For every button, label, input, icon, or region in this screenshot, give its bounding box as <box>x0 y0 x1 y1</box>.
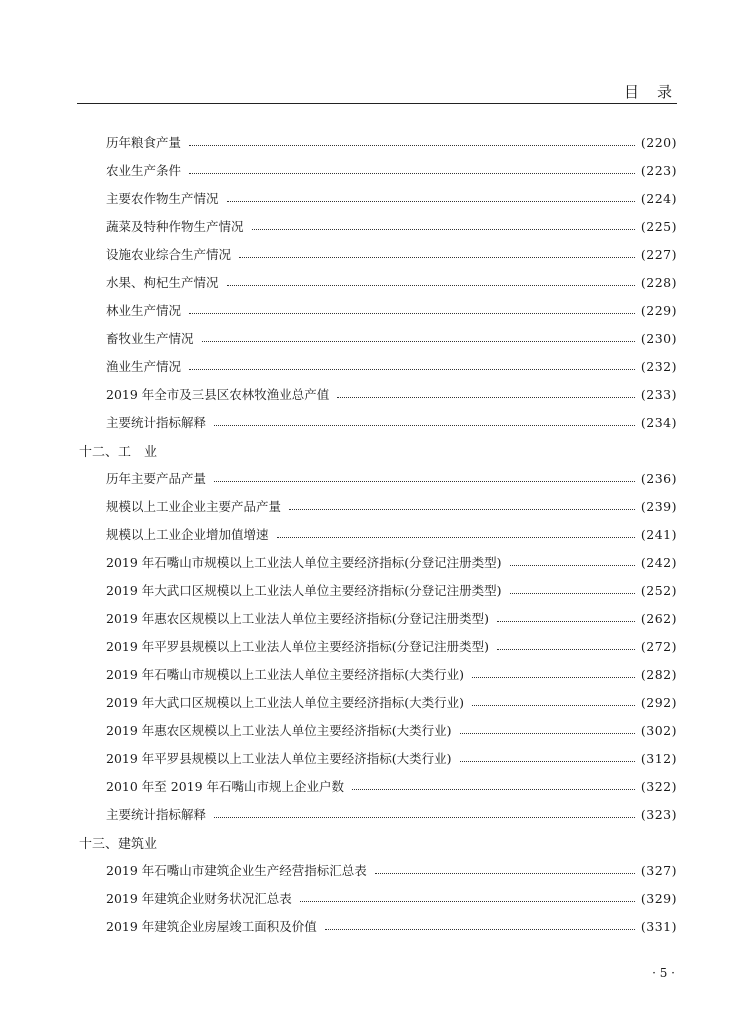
toc-section-heading <box>77 436 677 464</box>
toc-entry-page: (312) <box>640 750 677 766</box>
toc-entry-page: (262) <box>640 610 677 626</box>
toc-entry-title: 水果、枸杞生产情况 <box>106 275 219 290</box>
toc-entry[interactable] <box>77 576 677 604</box>
toc-entry-page: (331) <box>640 918 677 934</box>
dot-leader <box>510 565 635 566</box>
toc-entry-title: 2019 年大武口区规模以上工业法人单位主要经济指标(分登记注册类型) <box>106 583 502 598</box>
toc-entry-title: 主要农作物生产情况 <box>106 191 219 206</box>
footer-page-number: · 5 · <box>652 966 675 980</box>
dot-leader <box>214 481 635 482</box>
dot-leader <box>252 229 635 230</box>
toc-entry[interactable] <box>77 212 677 240</box>
page-header-title <box>624 81 672 102</box>
toc-entry-page: (230) <box>640 330 677 346</box>
table-of-contents <box>77 128 677 940</box>
toc-entry[interactable] <box>77 632 677 660</box>
toc-entry-title: 2019 年石嘴山市规模以上工业法人单位主要经济指标(大类行业) <box>106 667 465 682</box>
toc-entry-title: 历年主要产品产量 <box>106 471 207 486</box>
toc-entry-page: (241) <box>640 526 677 542</box>
toc-entry-page: (232) <box>640 358 677 374</box>
dot-leader <box>189 313 635 314</box>
dot-leader <box>202 341 635 342</box>
toc-entry-title: 2019 年惠农区规模以上工业法人单位主要经济指标(大类行业) <box>106 723 452 738</box>
toc-entry-page: (282) <box>640 666 677 682</box>
dot-leader <box>214 425 635 426</box>
toc-entry-title: 主要统计指标解释 <box>106 415 207 430</box>
toc-entry[interactable] <box>77 604 677 632</box>
dot-leader <box>214 817 635 818</box>
toc-entry[interactable] <box>77 156 677 184</box>
dot-leader <box>189 369 635 370</box>
dot-leader <box>227 201 635 202</box>
toc-entry-page: (229) <box>640 302 677 318</box>
dot-leader <box>472 705 635 706</box>
toc-entry-page: (272) <box>640 638 677 654</box>
toc-entry-page: (242) <box>640 554 677 570</box>
toc-entry-title: 设施农业综合生产情况 <box>106 247 232 262</box>
toc-entry-page: (239) <box>640 498 677 514</box>
toc-entry-page: (322) <box>640 778 677 794</box>
toc-entry[interactable] <box>77 772 677 800</box>
dot-leader <box>497 621 635 622</box>
toc-entry-page: (233) <box>640 386 677 402</box>
toc-entry-title: 蔬菜及特种作物生产情况 <box>106 219 244 234</box>
toc-entry-page: (224) <box>640 190 677 206</box>
dot-leader <box>239 257 635 258</box>
toc-section-title: 十三、建筑业 <box>79 836 158 852</box>
dot-leader <box>460 761 635 762</box>
toc-entry[interactable] <box>77 464 677 492</box>
toc-entry[interactable] <box>77 296 677 324</box>
toc-entry[interactable] <box>77 716 677 744</box>
toc-entry-title: 2019 年全市及三县区农林牧渔业总产值 <box>106 387 330 402</box>
toc-entry-page: (227) <box>640 246 677 262</box>
toc-entry[interactable] <box>77 520 677 548</box>
toc-entry[interactable] <box>77 408 677 436</box>
toc-entry[interactable] <box>77 352 677 380</box>
toc-entry-title: 主要统计指标解释 <box>106 807 207 822</box>
dot-leader <box>375 873 635 874</box>
dot-leader <box>510 593 635 594</box>
toc-entry[interactable] <box>77 800 677 828</box>
dot-leader <box>277 537 635 538</box>
dot-leader <box>325 929 635 930</box>
toc-entry[interactable] <box>77 324 677 352</box>
toc-entry-title: 规模以上工业企业增加值增速 <box>106 527 269 542</box>
toc-entry[interactable] <box>77 184 677 212</box>
toc-entry-title: 2019 年平罗县规模以上工业法人单位主要经济指标(大类行业) <box>106 751 452 766</box>
toc-entry[interactable] <box>77 884 677 912</box>
toc-entry[interactable] <box>77 492 677 520</box>
toc-entry-page: (225) <box>640 218 677 234</box>
dot-leader <box>497 649 635 650</box>
toc-entry-title: 2019 年石嘴山市建筑企业生产经营指标汇总表 <box>106 863 367 878</box>
toc-entry-page: (223) <box>640 162 677 178</box>
toc-entry-title: 2019 年建筑企业房屋竣工面积及价值 <box>106 919 317 934</box>
toc-entry-page: (323) <box>640 806 677 822</box>
toc-entry-title: 畜牧业生产情况 <box>106 331 194 346</box>
toc-entry[interactable] <box>77 128 677 156</box>
dot-leader <box>337 397 635 398</box>
toc-entry-title: 农业生产条件 <box>106 163 182 178</box>
toc-entry[interactable] <box>77 268 677 296</box>
toc-entry[interactable] <box>77 548 677 576</box>
toc-entry[interactable] <box>77 660 677 688</box>
toc-entry-title: 2019 年石嘴山市规模以上工业法人单位主要经济指标(分登记注册类型) <box>106 555 502 570</box>
toc-entry-page: (252) <box>640 582 677 598</box>
toc-entry-page: (220) <box>640 134 677 150</box>
toc-entry[interactable] <box>77 688 677 716</box>
toc-entry[interactable] <box>77 744 677 772</box>
dot-leader <box>352 789 635 790</box>
toc-entry-page: (329) <box>640 890 677 906</box>
dot-leader <box>460 733 635 734</box>
dot-leader <box>227 285 635 286</box>
toc-entry[interactable] <box>77 240 677 268</box>
dot-leader <box>289 509 635 510</box>
header-title-part2: 录 <box>656 83 672 101</box>
toc-entry-title: 历年粮食产量 <box>106 135 182 150</box>
toc-entry[interactable] <box>77 380 677 408</box>
toc-entry-page: (228) <box>640 274 677 290</box>
toc-entry-title: 林业生产情况 <box>106 303 182 318</box>
toc-entry-title: 2019 年惠农区规模以上工业法人单位主要经济指标(分登记注册类型) <box>106 611 490 626</box>
toc-section-title: 十二、工 业 <box>79 444 158 460</box>
dot-leader <box>189 173 635 174</box>
dot-leader <box>472 677 635 678</box>
toc-entry[interactable] <box>77 856 677 884</box>
toc-entry-page: (292) <box>640 694 677 710</box>
toc-entry-page: (234) <box>640 414 677 430</box>
dot-leader <box>300 901 635 902</box>
toc-entry-title: 2019 年建筑企业财务状况汇总表 <box>106 891 292 906</box>
toc-section-heading <box>77 828 677 856</box>
header-title-part1: 目 <box>623 83 639 101</box>
toc-entry-page: (327) <box>640 862 677 878</box>
dot-leader <box>189 145 635 146</box>
toc-entry-page: (236) <box>640 470 677 486</box>
toc-entry-title: 2010 年至 2019 年石嘴山市规上企业户数 <box>106 779 345 794</box>
toc-entry-title: 2019 年平罗县规模以上工业法人单位主要经济指标(分登记注册类型) <box>106 639 490 654</box>
toc-entry[interactable] <box>77 912 677 940</box>
toc-entry-title: 2019 年大武口区规模以上工业法人单位主要经济指标(大类行业) <box>106 695 465 710</box>
toc-entry-page: (302) <box>640 722 677 738</box>
toc-entry-title: 渔业生产情况 <box>106 359 182 374</box>
toc-entry-title: 规模以上工业企业主要产品产量 <box>106 499 282 514</box>
header-rule <box>77 103 677 104</box>
